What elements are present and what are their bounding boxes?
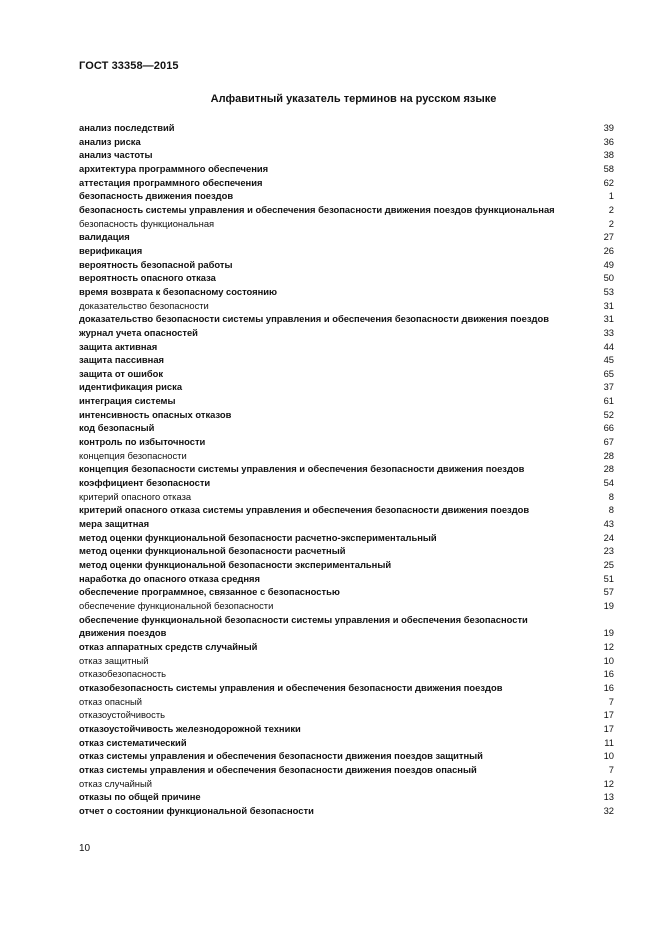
index-entry [79,312,614,326]
index-entry [79,189,614,203]
index-term: критерий опасного отказа системы управления и обеспечения безопасности движения поездов [79,504,530,516]
index-term: обеспечение функциональной безопасности [79,599,274,611]
index-entry [79,790,614,804]
index-term: безопасность системы управления и обеспечения безопасности движения поездов функциональная [79,203,555,215]
index-term: контроль по избыточности [79,436,206,448]
index-term: время возврата к безопасному состоянию [79,285,278,297]
index-page-ref: 31 [603,313,614,325]
index-page-ref: 12 [603,640,614,652]
index-term: интенсивность опасных отказов [79,408,232,420]
index-entry [79,681,614,695]
index-entry [79,722,614,736]
index-entry [79,558,614,572]
index-entry [79,572,614,586]
index-page-ref: 24 [603,531,614,543]
index-term: отказоустойчивость железнодорожной техники [79,722,301,734]
index-term: отказ системы управления и обеспечения безопасности движения поездов защитный [79,750,483,762]
index-term: концепция безопасности системы управления и обеспечения безопасности движения поездов [79,463,525,475]
term-index-list [79,121,614,817]
index-term: отказы по общей причине [79,791,201,803]
index-page-ref: 28 [603,463,614,475]
index-term: вероятность опасного отказа [79,272,216,284]
index-term: отказ систематический [79,736,187,748]
index-entry [79,490,614,504]
index-page-ref: 61 [603,395,614,407]
index-entry [79,476,614,490]
index-term: метод оценки функциональной безопасности расчетно-экспериментальный [79,531,437,543]
index-entry [79,736,614,750]
index-term: отказобезопасность [79,668,167,680]
index-page-ref: 17 [603,709,614,721]
index-page-ref: 13 [603,791,614,803]
index-term: код безопасный [79,422,155,434]
index-page-ref: 54 [603,477,614,489]
index-term: метод оценки функциональной безопасности расчетный [79,545,346,557]
index-page-ref: 8 [608,490,614,502]
page-number: 10 [79,843,91,854]
index-page-ref: 2 [608,217,614,229]
index-page-ref: 67 [603,436,614,448]
index-term: наработка до опасного отказа средняя [79,572,260,584]
index-term: анализ риска [79,135,141,147]
index-entry [79,599,614,613]
index-page-ref: 52 [603,408,614,420]
index-term: отказобезопасность системы управления и обеспечения безопасности движения поездов [79,681,503,693]
index-page-ref: 23 [603,545,614,557]
index-entry [79,271,614,285]
index-page-ref: 8 [608,504,614,516]
index-term: доказательство безопасности системы управления и обеспечения безопасности движения поездов [79,313,549,325]
index-page-ref: 62 [603,176,614,188]
index-entry [79,804,614,818]
index-page-ref: 27 [603,231,614,243]
index-page-ref: 1 [608,190,614,202]
index-term: обеспечение программное, связанное с безопасностью [79,586,340,598]
index-page-ref: 36 [603,135,614,147]
index-term: отказоустойчивость [79,709,166,721]
index-page-ref: 65 [603,367,614,379]
index-entry [79,777,614,791]
index-page-ref: 51 [603,572,614,584]
index-page-ref: 11 [604,736,614,748]
index-term: обеспечение функциональной безопасности системы управления и обеспечения безопасности движения поездов [79,613,528,639]
index-page-ref: 38 [603,149,614,161]
index-page-ref: 58 [603,162,614,174]
index-page-ref: 26 [603,244,614,256]
index-term: доказательство безопасности [79,299,209,311]
index-entry [79,340,614,354]
index-page-ref: 19 [603,627,614,639]
index-term: критерий опасного отказа [79,490,192,502]
index-page-ref: 49 [603,258,614,270]
index-entry [79,640,614,654]
index-entry [79,408,614,422]
index-page-ref: 37 [603,381,614,393]
index-entry [79,258,614,272]
index-entry [79,531,614,545]
index-entry [79,162,614,176]
index-page-ref: 17 [603,722,614,734]
index-term: коэффициент безопасности [79,477,211,489]
index-entry [79,654,614,668]
index-term: защита пассивная [79,354,165,366]
index-entry [79,326,614,340]
index-term: отказ защитный [79,654,149,666]
index-entry [79,367,614,381]
index-term: концепция безопасности [79,449,187,461]
index-page-ref: 44 [603,340,614,352]
index-entry [79,135,614,149]
index-term: защита активная [79,340,158,352]
index-entry [79,176,614,190]
index-page-ref: 10 [603,654,614,666]
index-term: идентификация риска [79,381,183,393]
index-page-ref: 32 [603,804,614,816]
index-entry [79,121,614,135]
index-entry [79,503,614,517]
index-page-ref: 16 [603,668,614,680]
index-page-ref: 45 [603,354,614,366]
index-term: отказ системы управления и обеспечения безопасности движения поездов опасный [79,763,477,775]
index-page-ref: 2 [608,203,614,215]
index-entry [79,695,614,709]
index-entry [79,749,614,763]
index-page-ref: 7 [608,763,614,775]
index-entry [79,394,614,408]
index-term: мера защитная [79,518,150,530]
index-entry [79,517,614,531]
index-entry [79,285,614,299]
index-term: отчет о состоянии функциональной безопасности [79,804,314,816]
index-term: верификация [79,244,143,256]
index-term: защита от ошибок [79,367,164,379]
index-entry [79,613,614,640]
index-page-ref: 33 [603,326,614,338]
index-page-ref: 10 [603,750,614,762]
index-page-ref: 16 [603,681,614,693]
index-page-ref: 66 [603,422,614,434]
index-term: безопасность функциональная [79,217,215,229]
index-entry [79,544,614,558]
index-entry [79,203,614,217]
index-term: вероятность безопасной работы [79,258,233,270]
index-term: отказ случайный [79,777,152,789]
index-page-ref: 28 [603,449,614,461]
index-term: архитектура программного обеспечения [79,162,269,174]
index-entry [79,435,614,449]
index-page-ref: 25 [603,559,614,570]
index-term: анализ частоты [79,149,153,161]
index-page-ref: 19 [603,599,614,611]
index-entry [79,421,614,435]
index-page-ref: 31 [603,299,614,311]
index-entry [79,667,614,681]
index-entry [79,449,614,463]
index-entry [79,585,614,599]
index-page-ref: 53 [603,285,614,297]
index-term: безопасность движения поездов [79,190,234,202]
index-entry [79,708,614,722]
index-term: валидация [79,231,130,243]
index-entry [79,244,614,258]
index-entry [79,380,614,394]
index-entry [79,148,614,162]
index-entry [79,230,614,244]
document-header: ГОСТ 33358—2015 [79,60,179,72]
index-term: аттестация программного обеспечения [79,176,263,188]
index-entry [79,353,614,367]
index-term: анализ последствий [79,122,175,133]
index-entry [79,299,614,313]
index-term: метод оценки функциональной безопасности экспериментальный [79,559,392,570]
index-page-ref: 57 [603,586,614,598]
index-term: отказ опасный [79,695,142,707]
index-title: Алфавитный указатель терминов на русском языке [210,93,497,105]
index-entry [79,217,614,231]
index-page-ref: 39 [603,122,614,133]
index-page-ref: 50 [603,272,614,284]
index-term: журнал учета опасностей [79,326,198,338]
index-term: интеграция системы [79,395,176,407]
index-entry [79,462,614,476]
index-term: отказ аппаратных средств случайный [79,640,258,652]
index-page-ref: 12 [603,777,614,789]
index-page-ref: 43 [603,518,614,530]
index-page-ref: 7 [608,695,614,707]
index-entry [79,763,614,777]
